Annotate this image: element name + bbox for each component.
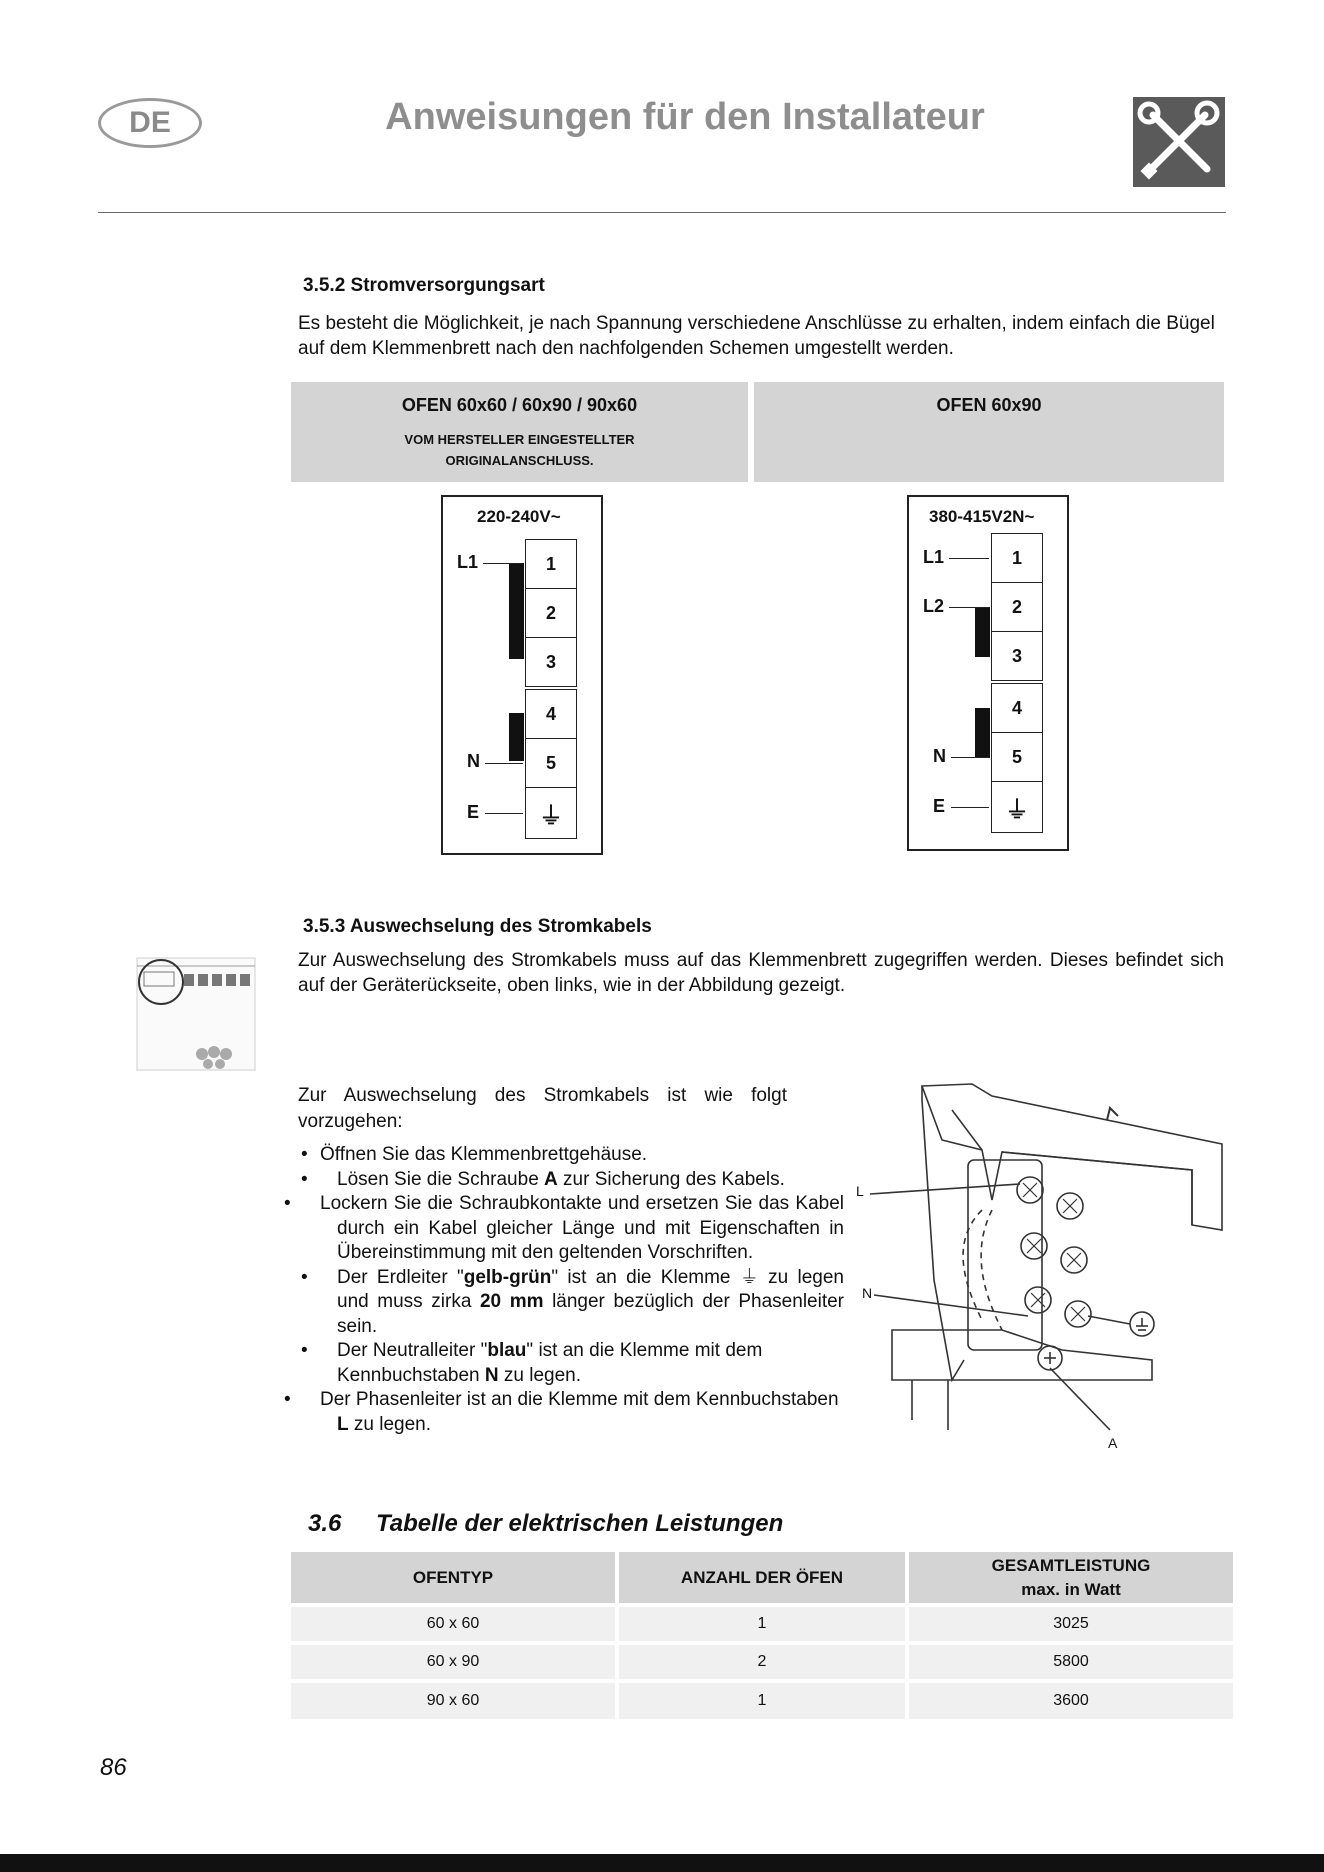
terminal-4: 4 <box>525 689 577 739</box>
header-divider <box>98 212 1226 213</box>
oven-column-right-title: OFEN 60x90 <box>936 395 1042 415</box>
table-header-cell: GESAMTLEISTUNG max. in Watt <box>909 1552 1233 1603</box>
section-text: Zur Auswechselung des Stromkabels muss auf das Klemmenbrett zugegriffen werden. Dieses befindet sich auf der Geräterückseite, oben links, wie in der Abbildung gezeigt. <box>298 950 1224 996</box>
terminal-4: 4 <box>991 683 1043 733</box>
terminal-diagram-two-phase <box>907 495 1069 851</box>
terminal-label-L1: L1 <box>923 547 945 567</box>
figure-label-A: A <box>1108 1435 1118 1451</box>
appliance-rear-thumbnail <box>134 952 258 1074</box>
section-heading: 3.5.3 Auswechselung des Stromkabels <box>303 916 652 937</box>
jumper-bar <box>509 563 524 659</box>
section-text: Es besteht die Möglichkeit, je nach Spannung verschiedene Anschlüsse zu erhalten, indem einfach die Bügel auf dem Klemmenbrett nach den nachfolgenden Schemen umgestellt werden. <box>298 313 1215 359</box>
terminal-2: 2 <box>991 582 1043 632</box>
section-heading: Tabelle der elektrischen Leistungen <box>376 1510 784 1537</box>
table-cell: 3600 <box>909 1683 1233 1719</box>
earth-terminal-symbol: ⏚ <box>525 787 577 839</box>
table-cell: 1 <box>619 1683 905 1719</box>
terminal-label-N: N <box>467 751 480 771</box>
procedure-intro: vorzugehen: <box>298 1111 403 1132</box>
table-cell: 1 <box>619 1607 905 1641</box>
section-heading: 3.5.2 Stromversorgungsart <box>303 275 545 296</box>
terminal-2: 2 <box>525 588 577 638</box>
voltage-label: 380-415V2N~ <box>929 507 1035 526</box>
page-number: 86 <box>100 1754 127 1781</box>
terminal-label-L2: L2 <box>923 596 945 616</box>
jumper-bar <box>509 713 524 761</box>
jumper-bar <box>975 708 990 758</box>
table-cell: 60 x 60 <box>291 1607 615 1641</box>
terminal-label-N: N <box>933 746 946 766</box>
oven-column-left-title: OFEN 60x60 / 60x90 / 90x60 <box>401 395 638 415</box>
terminal-label-L1: L1 <box>457 552 479 572</box>
tools-icon <box>1133 97 1225 187</box>
list-item: • Lösen Sie die Schraube A zur Sicherung des Kabels. <box>301 1168 785 1190</box>
table-header-cell: OFENTYP <box>291 1552 615 1603</box>
factory-note-line-1: VOM HERSTELLER EINGESTELLTER <box>404 432 635 447</box>
list-item: • Der Phasenleiter ist an die Klemme mit dem Kennbuchstaben L zu legen. <box>284 1389 839 1435</box>
table-cell: 3025 <box>909 1607 1233 1641</box>
terminal-label-E: E <box>467 802 480 822</box>
terminal-5: 5 <box>525 738 577 788</box>
figure-label-L: L <box>856 1183 864 1199</box>
list-item: • Der Erdleiter "gelb-grün" ist an die Klemme ⏚ zu legen und muss zirka 20 mm länger bezüglich der Phasenleiter sein. <box>301 1266 845 1337</box>
voltage-label: 220-240V~ <box>477 507 561 526</box>
language-badge: DE <box>98 98 202 148</box>
table-cell: 60 x 90 <box>291 1645 615 1679</box>
table-cell: 2 <box>619 1645 905 1679</box>
procedure-steps <box>284 1143 845 1437</box>
table-cell: 5800 <box>909 1645 1233 1679</box>
list-item: • Lockern Sie die Schraubkontakte und ersetzen Sie das Kabel durch ein Kabel gleicher Länge und mit Eigenschaften in Übereinstimmung mit den geltenden Vorschriften. <box>284 1193 844 1263</box>
jumper-bar <box>975 607 990 657</box>
table-header-cell: ANZAHL DER ÖFEN <box>619 1552 905 1603</box>
earth-symbol-icon: ⏚ <box>739 1266 759 1288</box>
factory-note-line-2: ORIGINALANSCHLUSS. <box>445 453 594 468</box>
procedure-intro: Zur Auswechselung des Stromkabels ist wie folgt <box>298 1085 787 1106</box>
terminal-box-figure <box>852 1080 1224 1460</box>
terminal-5: 5 <box>991 732 1043 782</box>
list-item: • Der Neutralleiter "blau" ist an die Klemme mit dem Kennbuchstaben N zu legen. <box>301 1340 763 1386</box>
terminal-diagram-single-phase <box>441 495 603 855</box>
terminal-1: 1 <box>525 539 577 589</box>
terminal-1: 1 <box>991 533 1043 583</box>
list-item: • Öffnen Sie das Klemmenbrettgehäuse. <box>301 1144 648 1165</box>
page-title: Anweisungen für den Installateur <box>385 96 985 138</box>
section-number: 3.6 <box>308 1510 342 1537</box>
earth-terminal-symbol: ⏚ <box>991 781 1043 833</box>
terminal-3: 3 <box>991 631 1043 681</box>
footer-bar <box>0 1854 1324 1872</box>
table-cell: 90 x 60 <box>291 1683 615 1719</box>
figure-label-N: N <box>862 1285 873 1301</box>
terminal-3: 3 <box>525 637 577 687</box>
terminal-label-E: E <box>933 796 946 816</box>
